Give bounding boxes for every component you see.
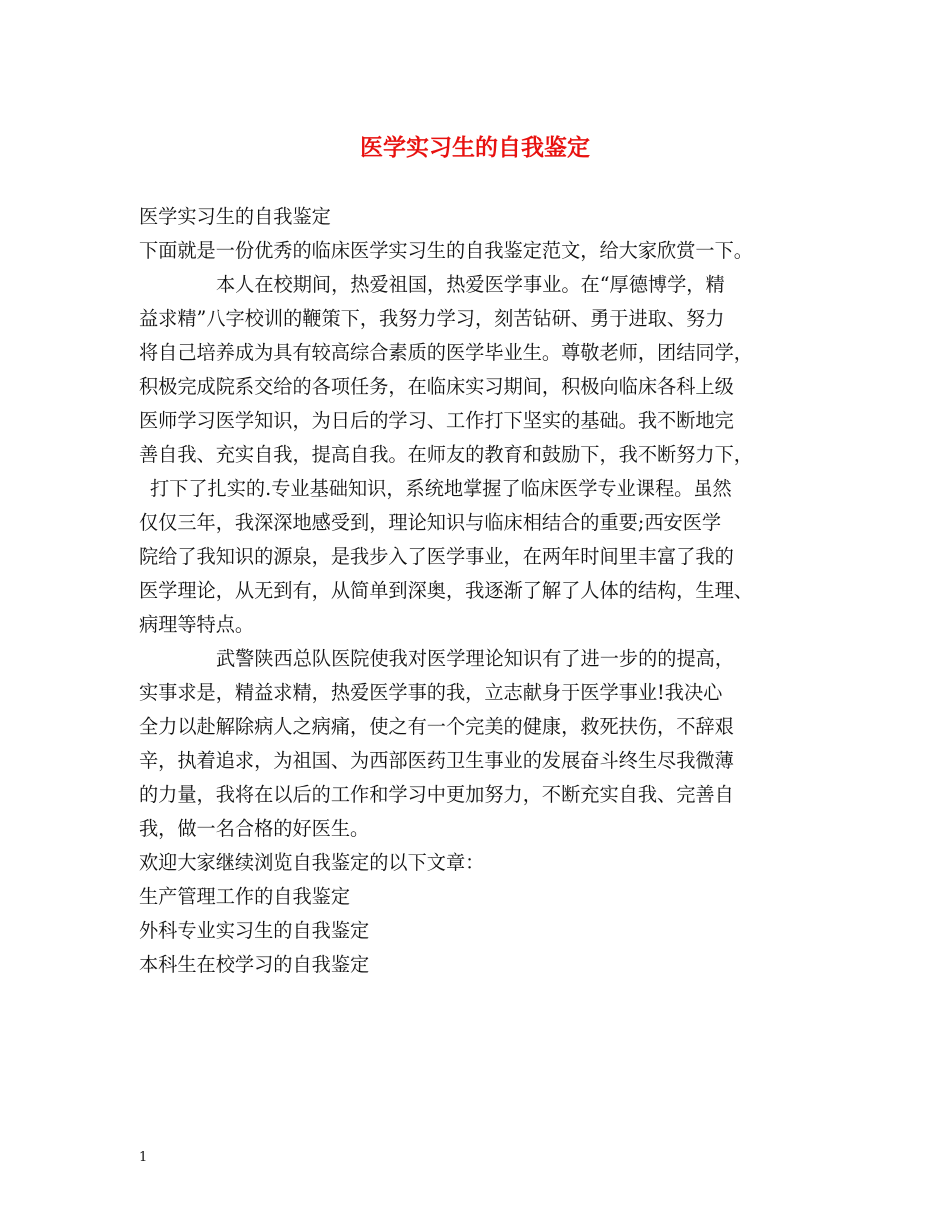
paragraph-line: 仅仅三年，我深深地感受到，理论知识与临床相结合的重要;西安医学 xyxy=(139,511,722,534)
related-articles-list xyxy=(139,880,829,982)
intro-text: 下面就是一份优秀的临床医学实习生的自我鉴定范文，给大家欣赏一下。 xyxy=(139,239,753,262)
paragraph-line: 实事求是，精益求精，热爱医学事的我，立志献身于医学事业!我决心 xyxy=(139,681,723,704)
paragraph-line: 武警陕西总队医院使我对医学理论知识有了进一步的的提高， xyxy=(216,647,735,670)
related-article-link[interactable]: 外科专业实习生的自我鉴定 xyxy=(139,919,370,942)
closing-text: 欢迎大家继续浏览自我鉴定的以下文章： xyxy=(139,851,485,874)
paragraph-line: 益求精”八字校训的鞭策下，我努力学习，刻苦钻研、勇于进取、努力 xyxy=(139,307,725,330)
paragraph-line: 本人在校期间，热爱祖国，热爱医学事业。在“厚德博学，精 xyxy=(216,273,725,296)
paragraph-line: 辛，执着追求，为祖国、为西部医药卫生事业的发展奋斗终生尽我微薄 xyxy=(139,749,734,772)
paragraph-line: 病理等特点。 xyxy=(139,613,255,636)
subtitle: 医学实习生的自我鉴定 xyxy=(139,205,331,228)
paragraph-line: 医学理论，从无到有，从简单到深奥，我逐渐了解了人体的结构，生理、 xyxy=(139,579,753,602)
paragraph-line: 善自我、充实自我，提高自我。在师友的教育和鼓励下，我不断努力下， xyxy=(139,443,753,466)
paragraph-line: 的力量，我将在以后的工作和学习中更加努力，不断充实自我、完善自 xyxy=(139,783,734,806)
paragraph-line: 医师学习医学知识，为日后的学习、工作打下坚实的基础。我不断地完 xyxy=(139,409,734,432)
page-title: 医学实习生的自我鉴定 xyxy=(360,134,590,161)
paragraph-line: 将自己培养成为具有较高综合素质的医学毕业生。尊敬老师，团结同学， xyxy=(139,341,753,364)
page-number: 1 xyxy=(139,1150,148,1165)
paragraph-line: 我，做一名合格的好医生。 xyxy=(139,817,370,840)
paragraph-line: 全力以赴解除病人之病痛，使之有一个完美的健康，救死扶伤，不辞艰 xyxy=(139,715,734,738)
related-article-link[interactable]: 本科生在校学习的自我鉴定 xyxy=(139,953,370,976)
paragraph-line: 积极完成院系交给的各项任务，在临床实习期间，积极向临床各科上级 xyxy=(139,375,734,398)
paragraph-1 xyxy=(139,268,829,642)
paragraph-line: 院给了我知识的源泉，是我步入了医学事业，在两年时间里丰富了我的 xyxy=(139,545,734,568)
related-article-link[interactable]: 生产管理工作的自我鉴定 xyxy=(139,885,351,908)
document-body xyxy=(139,200,829,982)
paragraph-line: 打下了扎实的.专业基础知识，系统地掌握了临床医学专业课程。虽然 xyxy=(150,477,732,500)
paragraph-2 xyxy=(139,642,829,846)
